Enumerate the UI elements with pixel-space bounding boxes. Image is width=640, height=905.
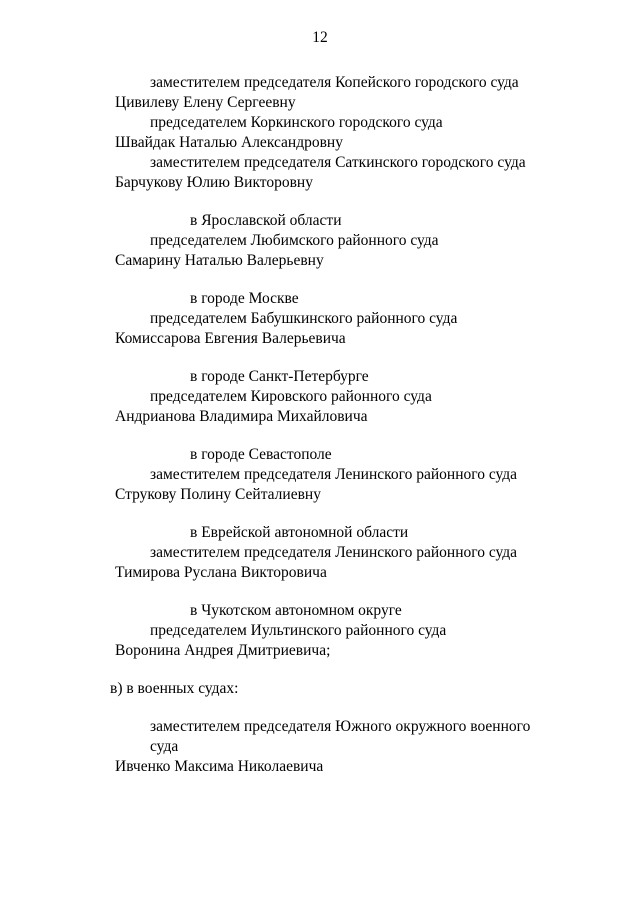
person-name: Швайдак Наталью Александровну: [115, 134, 343, 151]
position-line-continued: суда: [150, 738, 179, 755]
document-body: [0, 73, 640, 777]
region-heading: в Ярославской области: [190, 212, 342, 229]
position-line: председателем Любимского районного суда: [150, 232, 439, 249]
person-name: Ивченко Максима Николаевича: [115, 758, 324, 775]
person-name: Самарину Наталью Валерьевну: [115, 252, 324, 269]
person-name: Барчукову Юлию Викторовну: [115, 174, 313, 191]
position-line: заместителем председателя Южного окружного военного: [150, 718, 531, 735]
region-heading: в городе Москве: [190, 290, 299, 307]
region-heading: в городе Севастополе: [190, 446, 332, 463]
position-line: председателем Иультинского районного суда: [150, 622, 447, 639]
position-line: председателем Коркинского городского суда: [150, 114, 443, 131]
person-name: Андрианова Владимира Михайловича: [115, 408, 368, 425]
position-line: заместителем председателя Ленинского районного суда: [150, 544, 518, 561]
position-line: заместителем председателя Копейского городского суда: [150, 74, 519, 91]
region-heading: в Чукотском автономном округе: [190, 602, 402, 619]
page-number: 12: [312, 29, 328, 46]
person-name: Воронина Андрея Дмитриевича;: [115, 642, 331, 659]
position-line: председателем Бабушкинского районного суда: [150, 310, 458, 327]
person-name: Тимирова Руслана Викторовича: [115, 564, 327, 581]
person-name: Цивилеву Елену Сергеевну: [115, 94, 296, 111]
person-name: Комиссарова Евгения Валерьевича: [115, 330, 346, 347]
position-line: председателем Кировского районного суда: [150, 388, 432, 405]
position-line: заместителем председателя Саткинского городского суда: [150, 154, 526, 171]
section-heading: в) в военных судах:: [110, 680, 239, 697]
region-heading: в городе Санкт-Петербурге: [190, 368, 369, 385]
region-heading: в Еврейской автономной области: [190, 524, 409, 541]
position-line: заместителем председателя Ленинского районного суда: [150, 466, 518, 483]
person-name: Струкову Полину Сейталиевну: [115, 486, 321, 503]
